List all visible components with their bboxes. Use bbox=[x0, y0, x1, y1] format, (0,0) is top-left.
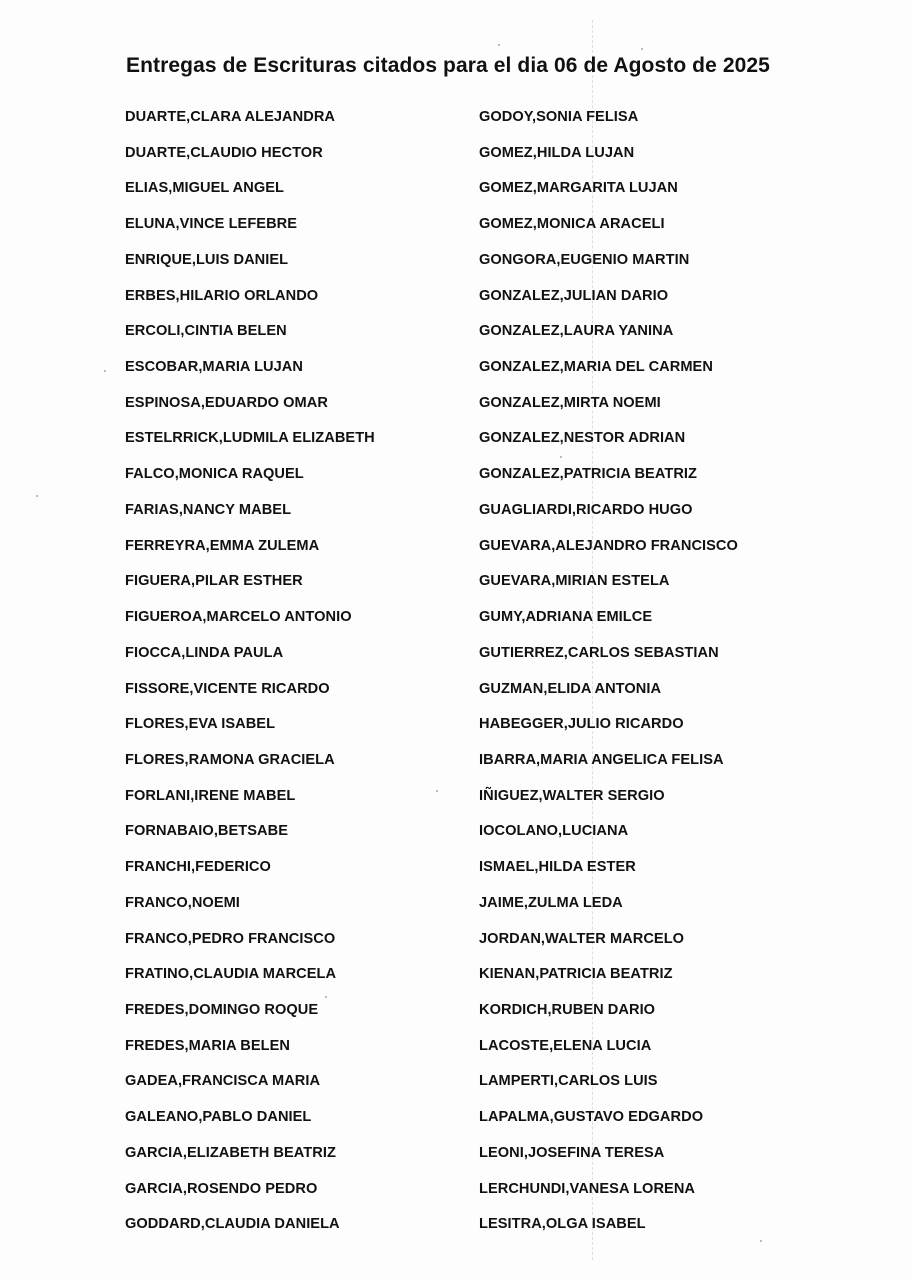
name-entry: GONZALEZ,MIRTA NOEMI bbox=[479, 394, 661, 411]
name-entry: FRANCO,NOEMI bbox=[125, 894, 240, 911]
name-entry: GUMY,ADRIANA EMILCE bbox=[479, 609, 653, 626]
name-entry: GONZALEZ,JULIAN DARIO bbox=[479, 287, 669, 304]
name-entry: GUEVARA,MIRIAN ESTELA bbox=[479, 573, 670, 590]
scan-speck bbox=[104, 370, 106, 372]
name-entry: GONZALEZ,MARIA DEL CARMEN bbox=[479, 359, 713, 376]
name-entry: GALEANO,PABLO DANIEL bbox=[125, 1109, 312, 1126]
name-entry: GONZALEZ,LAURA YANINA bbox=[479, 323, 674, 340]
names-list-right bbox=[479, 108, 738, 1251]
name-entry: IOCOLANO,LUCIANA bbox=[479, 823, 629, 840]
name-entry: GOMEZ,MARGARITA LUJAN bbox=[479, 180, 678, 197]
name-entry: GUTIERREZ,CARLOS SEBASTIAN bbox=[479, 644, 719, 661]
name-entry: GUZMAN,ELIDA ANTONIA bbox=[479, 680, 662, 697]
name-entry: FRANCHI,FEDERICO bbox=[125, 859, 271, 876]
scan-speck bbox=[560, 456, 562, 458]
name-entry: GARCIA,ELIZABETH BEATRIZ bbox=[125, 1144, 336, 1161]
name-entry: GONGORA,EUGENIO MARTIN bbox=[479, 251, 690, 268]
name-entry: FORLANI,IRENE MABEL bbox=[125, 787, 296, 804]
name-entry: ELIAS,MIGUEL ANGEL bbox=[125, 180, 285, 197]
name-entry: FERREYRA,EMMA ZULEMA bbox=[125, 537, 320, 554]
scan-speck bbox=[436, 790, 438, 792]
name-entry: GODOY,SONIA FELISA bbox=[479, 109, 639, 125]
name-entry: KORDICH,RUBEN DARIO bbox=[479, 1001, 656, 1018]
name-entry: GONZALEZ,NESTOR ADRIAN bbox=[479, 430, 686, 447]
name-entry: IBARRA,MARIA ANGELICA FELISA bbox=[479, 751, 724, 768]
name-entry: JAIME,ZULMA LEDA bbox=[479, 894, 623, 911]
name-entry: FREDES,DOMINGO ROQUE bbox=[125, 1001, 319, 1018]
name-entry: ENRIQUE,LUIS DANIEL bbox=[125, 251, 289, 268]
name-entry: FIOCCA,LINDA PAULA bbox=[125, 644, 284, 661]
name-entry: ELUNA,VINCE LEFEBRE bbox=[125, 216, 298, 233]
name-entry: GUEVARA,ALEJANDRO FRANCISCO bbox=[479, 537, 738, 554]
document-title: Entregas de Escrituras citados para el dia 06 de Agosto de 2025 bbox=[126, 54, 770, 77]
name-entry: IÑIGUEZ,WALTER SERGIO bbox=[479, 787, 665, 804]
name-entry: GOMEZ,HILDA LUJAN bbox=[479, 144, 635, 161]
name-entry: LAMPERTI,CARLOS LUIS bbox=[479, 1073, 658, 1090]
scan-speck bbox=[36, 495, 38, 497]
name-entry: LESITRA,OLGA ISABEL bbox=[479, 1216, 646, 1233]
scan-speck bbox=[641, 48, 643, 50]
name-entry: GODDARD,CLAUDIA DANIELA bbox=[125, 1216, 340, 1233]
name-entry: FLORES,RAMONA GRACIELA bbox=[125, 751, 335, 768]
name-entry: FLORES,EVA ISABEL bbox=[125, 716, 276, 733]
scan-speck bbox=[760, 1240, 762, 1242]
name-entry: FORNABAIO,BETSABE bbox=[125, 823, 289, 840]
name-entry: ESTELRRICK,LUDMILA ELIZABETH bbox=[125, 430, 375, 447]
name-entry: FIGUEROA,MARCELO ANTONIO bbox=[125, 609, 352, 626]
scan-speck bbox=[325, 996, 327, 998]
name-entry: HABEGGER,JULIO RICARDO bbox=[479, 716, 684, 733]
name-entry: FARIAS,NANCY MABEL bbox=[125, 501, 292, 518]
name-entry: GARCIA,ROSENDO PEDRO bbox=[125, 1180, 318, 1197]
name-entry: ERCOLI,CINTIA BELEN bbox=[125, 323, 287, 340]
name-entry: LAPALMA,GUSTAVO EDGARDO bbox=[479, 1109, 704, 1126]
names-list-left bbox=[125, 108, 375, 1251]
name-entry: JORDAN,WALTER MARCELO bbox=[479, 930, 685, 947]
name-entry: FRANCO,PEDRO FRANCISCO bbox=[125, 930, 336, 947]
scan-speck bbox=[498, 44, 500, 46]
name-entry: ESPINOSA,EDUARDO OMAR bbox=[125, 394, 328, 411]
name-entry: LACOSTE,ELENA LUCIA bbox=[479, 1037, 652, 1054]
name-entry: GADEA,FRANCISCA MARIA bbox=[125, 1073, 321, 1090]
name-entry: FISSORE,VICENTE RICARDO bbox=[125, 680, 330, 697]
name-entry: FIGUERA,PILAR ESTHER bbox=[125, 573, 303, 590]
name-entry: FREDES,MARIA BELEN bbox=[125, 1037, 290, 1054]
name-entry: GOMEZ,MONICA ARACELI bbox=[479, 216, 665, 233]
name-entry: GUAGLIARDI,RICARDO HUGO bbox=[479, 501, 693, 518]
name-entry: KIENAN,PATRICIA BEATRIZ bbox=[479, 966, 673, 983]
name-entry: FRATINO,CLAUDIA MARCELA bbox=[125, 966, 337, 983]
name-entry: DUARTE,CLAUDIO HECTOR bbox=[125, 144, 323, 161]
name-entry: LEONI,JOSEFINA TERESA bbox=[479, 1144, 665, 1161]
name-entry: ISMAEL,HILDA ESTER bbox=[479, 859, 636, 876]
name-entry: LERCHUNDI,VANESA LORENA bbox=[479, 1180, 696, 1197]
name-entry: ESCOBAR,MARIA LUJAN bbox=[125, 359, 303, 376]
name-entry: FALCO,MONICA RAQUEL bbox=[125, 466, 304, 483]
name-entry: ERBES,HILARIO ORLANDO bbox=[125, 287, 319, 304]
name-entry: GONZALEZ,PATRICIA BEATRIZ bbox=[479, 466, 697, 483]
name-entry: DUARTE,CLARA ALEJANDRA bbox=[125, 109, 336, 125]
